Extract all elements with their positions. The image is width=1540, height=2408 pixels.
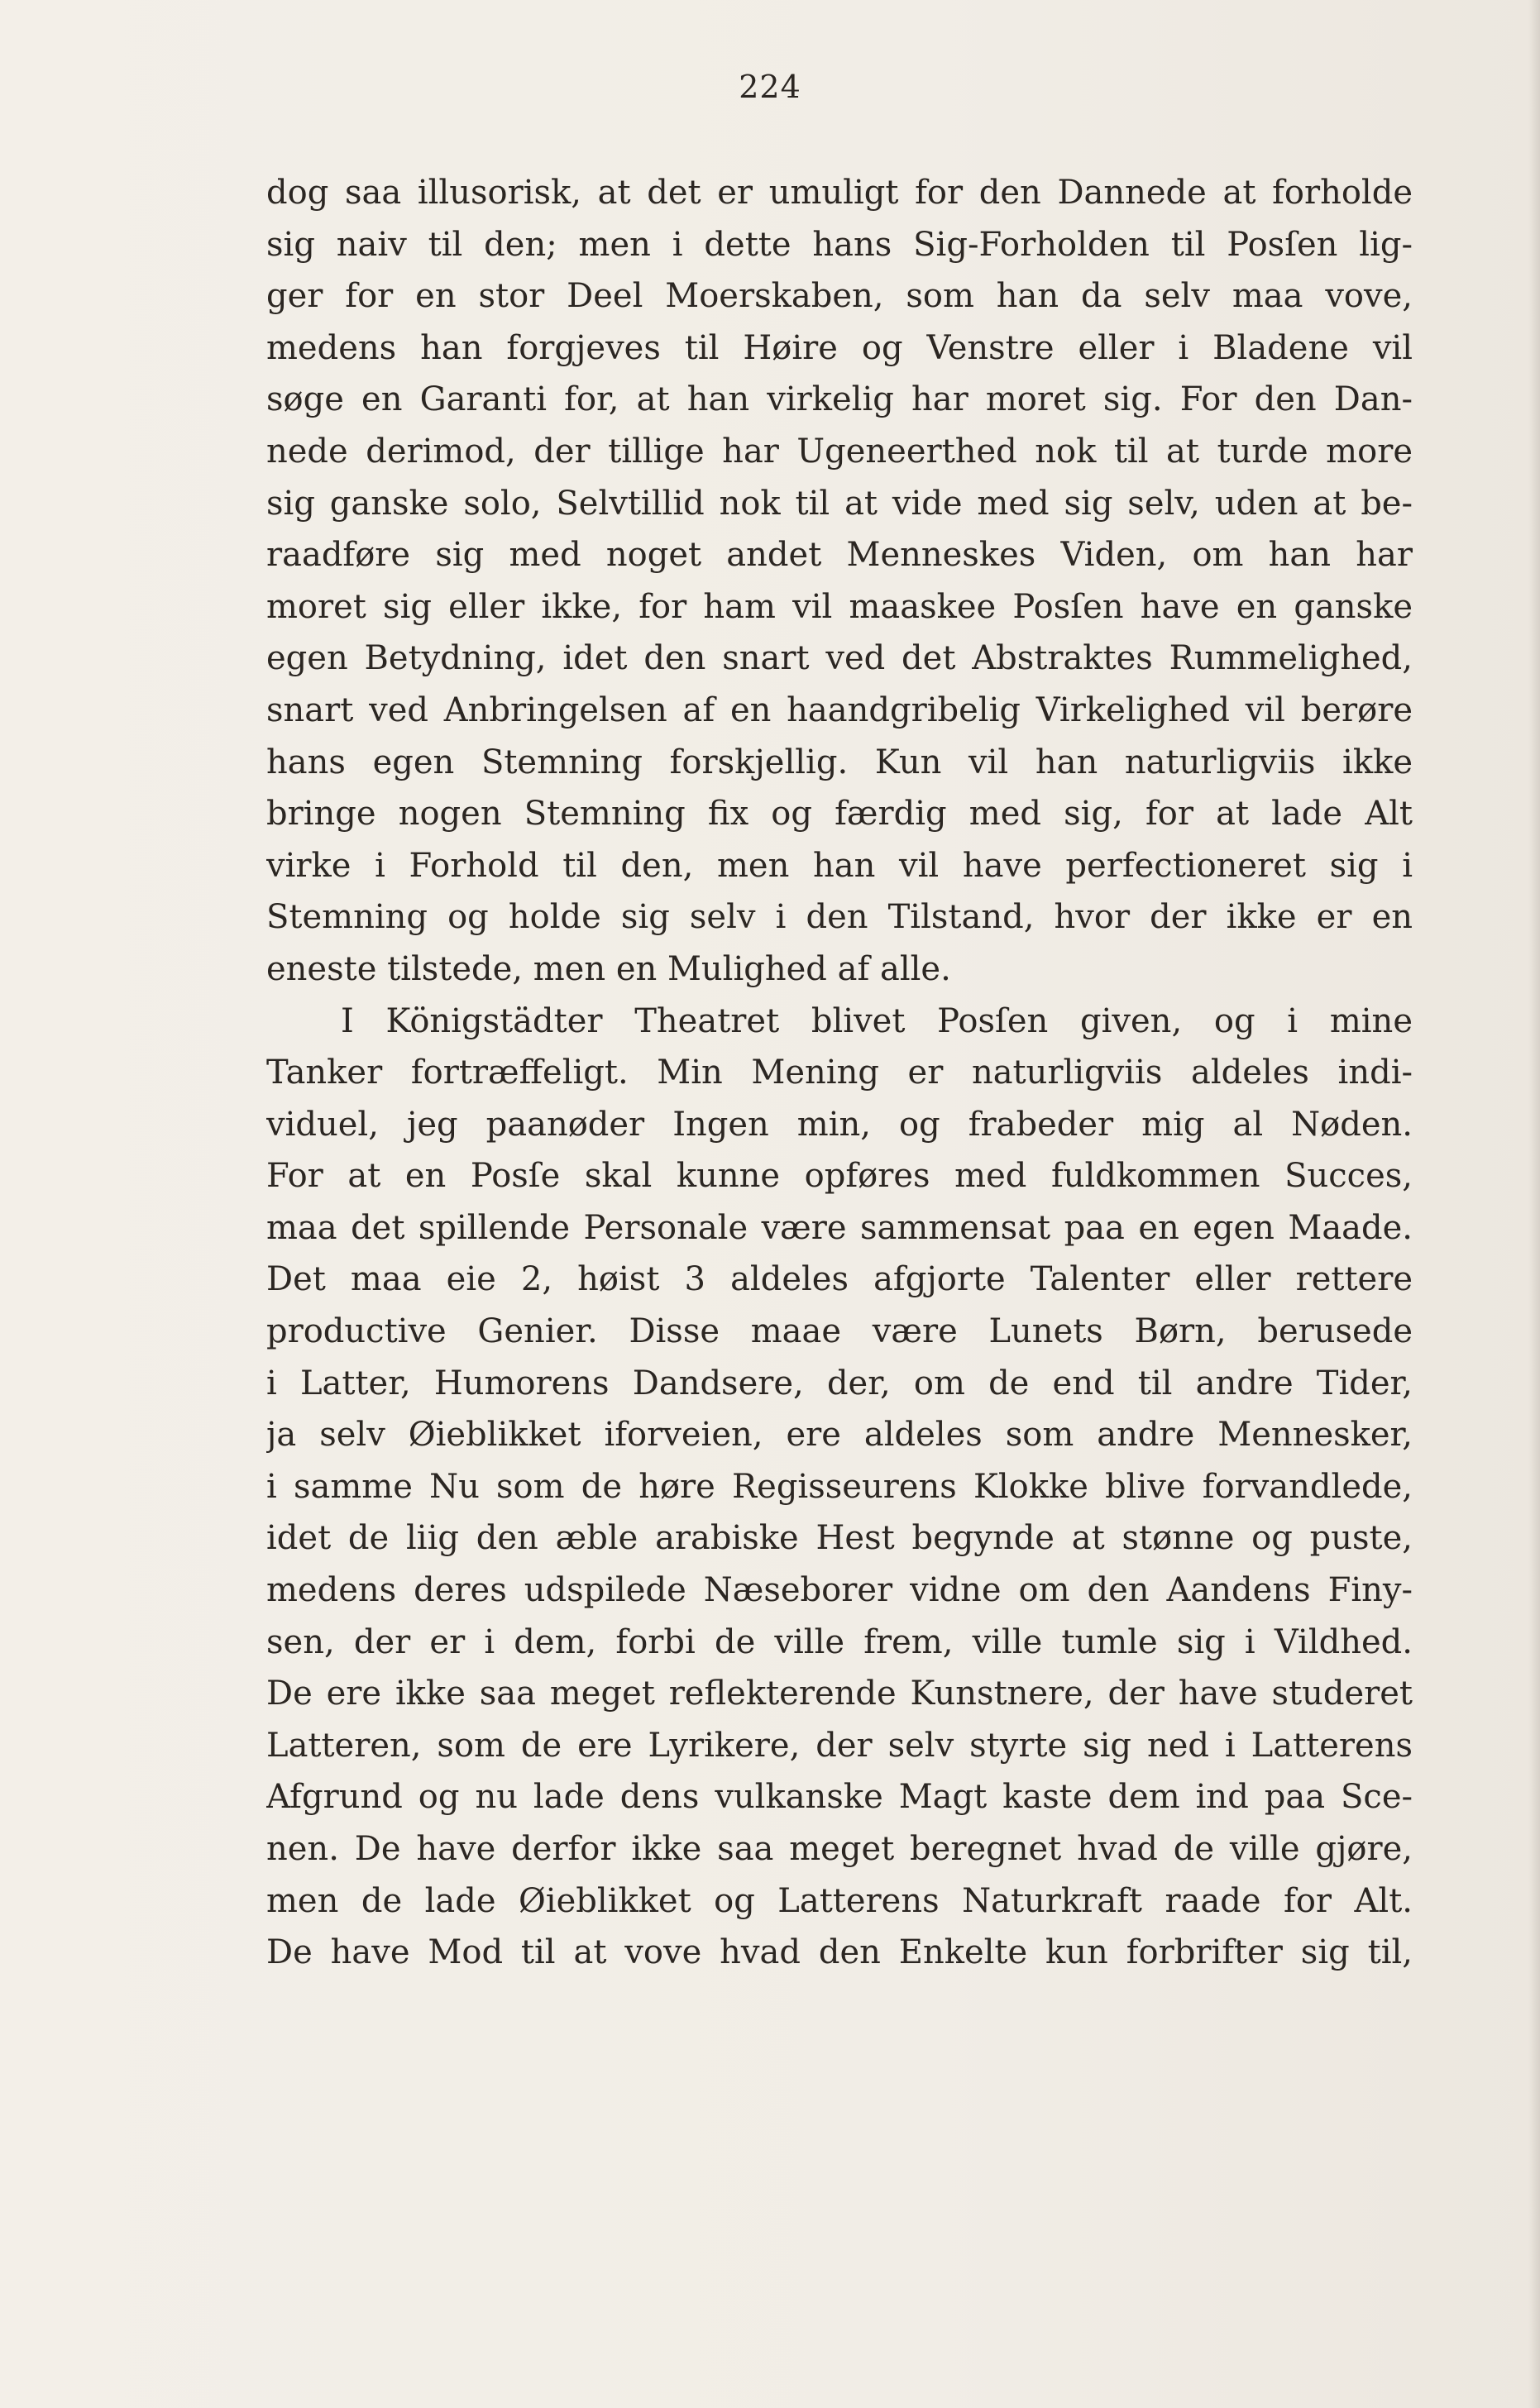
text-line: Tanker fortræffeligt. Min Mening er naturligviis aldeles indi- <box>266 1054 1413 1092</box>
text-line: raadføre sig med noget andet Menneskes Viden, om han har <box>266 536 1413 575</box>
body-text <box>266 167 1413 1979</box>
text-line: virke i Forhold til den, men han vil have perfectioneret sig i <box>266 846 1413 885</box>
text-line: søge en Garanti for, at han virkelig har moret sig. For den Dan- <box>266 380 1413 419</box>
text-line: Stemning og holde sig selv i den Tilstand, hvor der ikke er en <box>266 898 1413 937</box>
text-line: men de lade Øieblikket og Latterens Naturkraft raade for Alt. <box>266 1881 1413 1920</box>
text-line: i samme Nu som de høre Regisseurens Klokke blive forvandlede, <box>266 1467 1413 1506</box>
page-edge-shadow <box>1528 0 1540 2408</box>
text-line: For at en Posſe skal kunne opføres med fuldkommen Succes, <box>266 1157 1413 1196</box>
text-line: ja selv Øieblikket iforveien, ere aldeles som andre Mennesker, <box>266 1416 1413 1455</box>
text-line: dog saa illusorisk, at det er umuligt for den Dannede at forholde <box>266 174 1413 212</box>
text-line: maa det spillende Personale være sammensat paa en egen Maade. <box>266 1208 1413 1247</box>
text-line: sen, der er i dem, forbi de ville frem, ville tumle sig i Vildhed. <box>266 1622 1413 1661</box>
text-line: idet de liig den æble arabiske Hest begynde at stønne og puste, <box>266 1519 1413 1558</box>
text-line: De ere ikke saa meget reflekterende Kunstnere, der have studeret <box>266 1675 1413 1713</box>
text-line: viduel, jeg paanøder Ingen min, og frabeder mig al Nøden. <box>266 1105 1413 1144</box>
text-line: medens han forgjeves til Høire og Venstre eller i Bladene vil <box>266 328 1413 367</box>
text-line: snart ved Anbringelsen af en haandgribelig Virkelighed vil berøre <box>266 690 1413 729</box>
text-line: i Latter, Humorens Dandsere, der, om de end til andre Tider, <box>266 1364 1413 1402</box>
text-line: egen Betydning, idet den snart ved det Abstraktes Rummelighed, <box>266 639 1413 678</box>
text-line: sig ganske solo, Selvtillid nok til at vide med sig selv, uden at be- <box>266 484 1413 523</box>
text-line: ger for en stor Deel Moerskaben, som han da selv maa vove, <box>266 277 1413 316</box>
text-line: productive Genier. Disse maae være Lunets Børn, berusede <box>266 1312 1413 1351</box>
text-line: Det maa eie 2, høist 3 aldeles afgjorte Talenter eller rettere <box>266 1260 1413 1299</box>
text-line: moret sig eller ikke, for ham vil maaskee Posſen have en ganske <box>266 587 1413 626</box>
text-line: Afgrund og nu lade dens vulkanske Magt kaste dem ind paa Sce- <box>266 1778 1413 1817</box>
text-line: bringe nogen Stemning fix og færdig med sig, for at lade Alt <box>266 795 1413 834</box>
text-line: eneste tilstede, men en Mulighed af alle. <box>266 949 951 988</box>
text-line: sig naiv til den; men i dette hans Sig-Forholden til Posſen lig- <box>266 225 1413 264</box>
text-line: De have Mod til at vove hvad den Enkelte kun forbrifter sig til, <box>266 1933 1413 1972</box>
page-number: 224 <box>739 69 801 105</box>
text-line: nen. De have derfor ikke saa meget beregnet hvad de ville gjøre, <box>266 1830 1413 1868</box>
text-line: medens deres udspilede Næseborer vidne om den Aandens Finy- <box>266 1571 1413 1610</box>
text-line: I Königstädter Theatret blivet Posſen given, og i mine <box>341 1001 1413 1040</box>
text-line: Latteren, som de ere Lyrikere, der selv styrte sig ned i Latterens <box>266 1726 1413 1765</box>
text-line: hans egen Stemning forskjellig. Kun vil han naturligviis ikke <box>266 743 1413 781</box>
text-line: nede derimod, der tillige har Ugeneerthed nok til at turde more <box>266 432 1413 471</box>
